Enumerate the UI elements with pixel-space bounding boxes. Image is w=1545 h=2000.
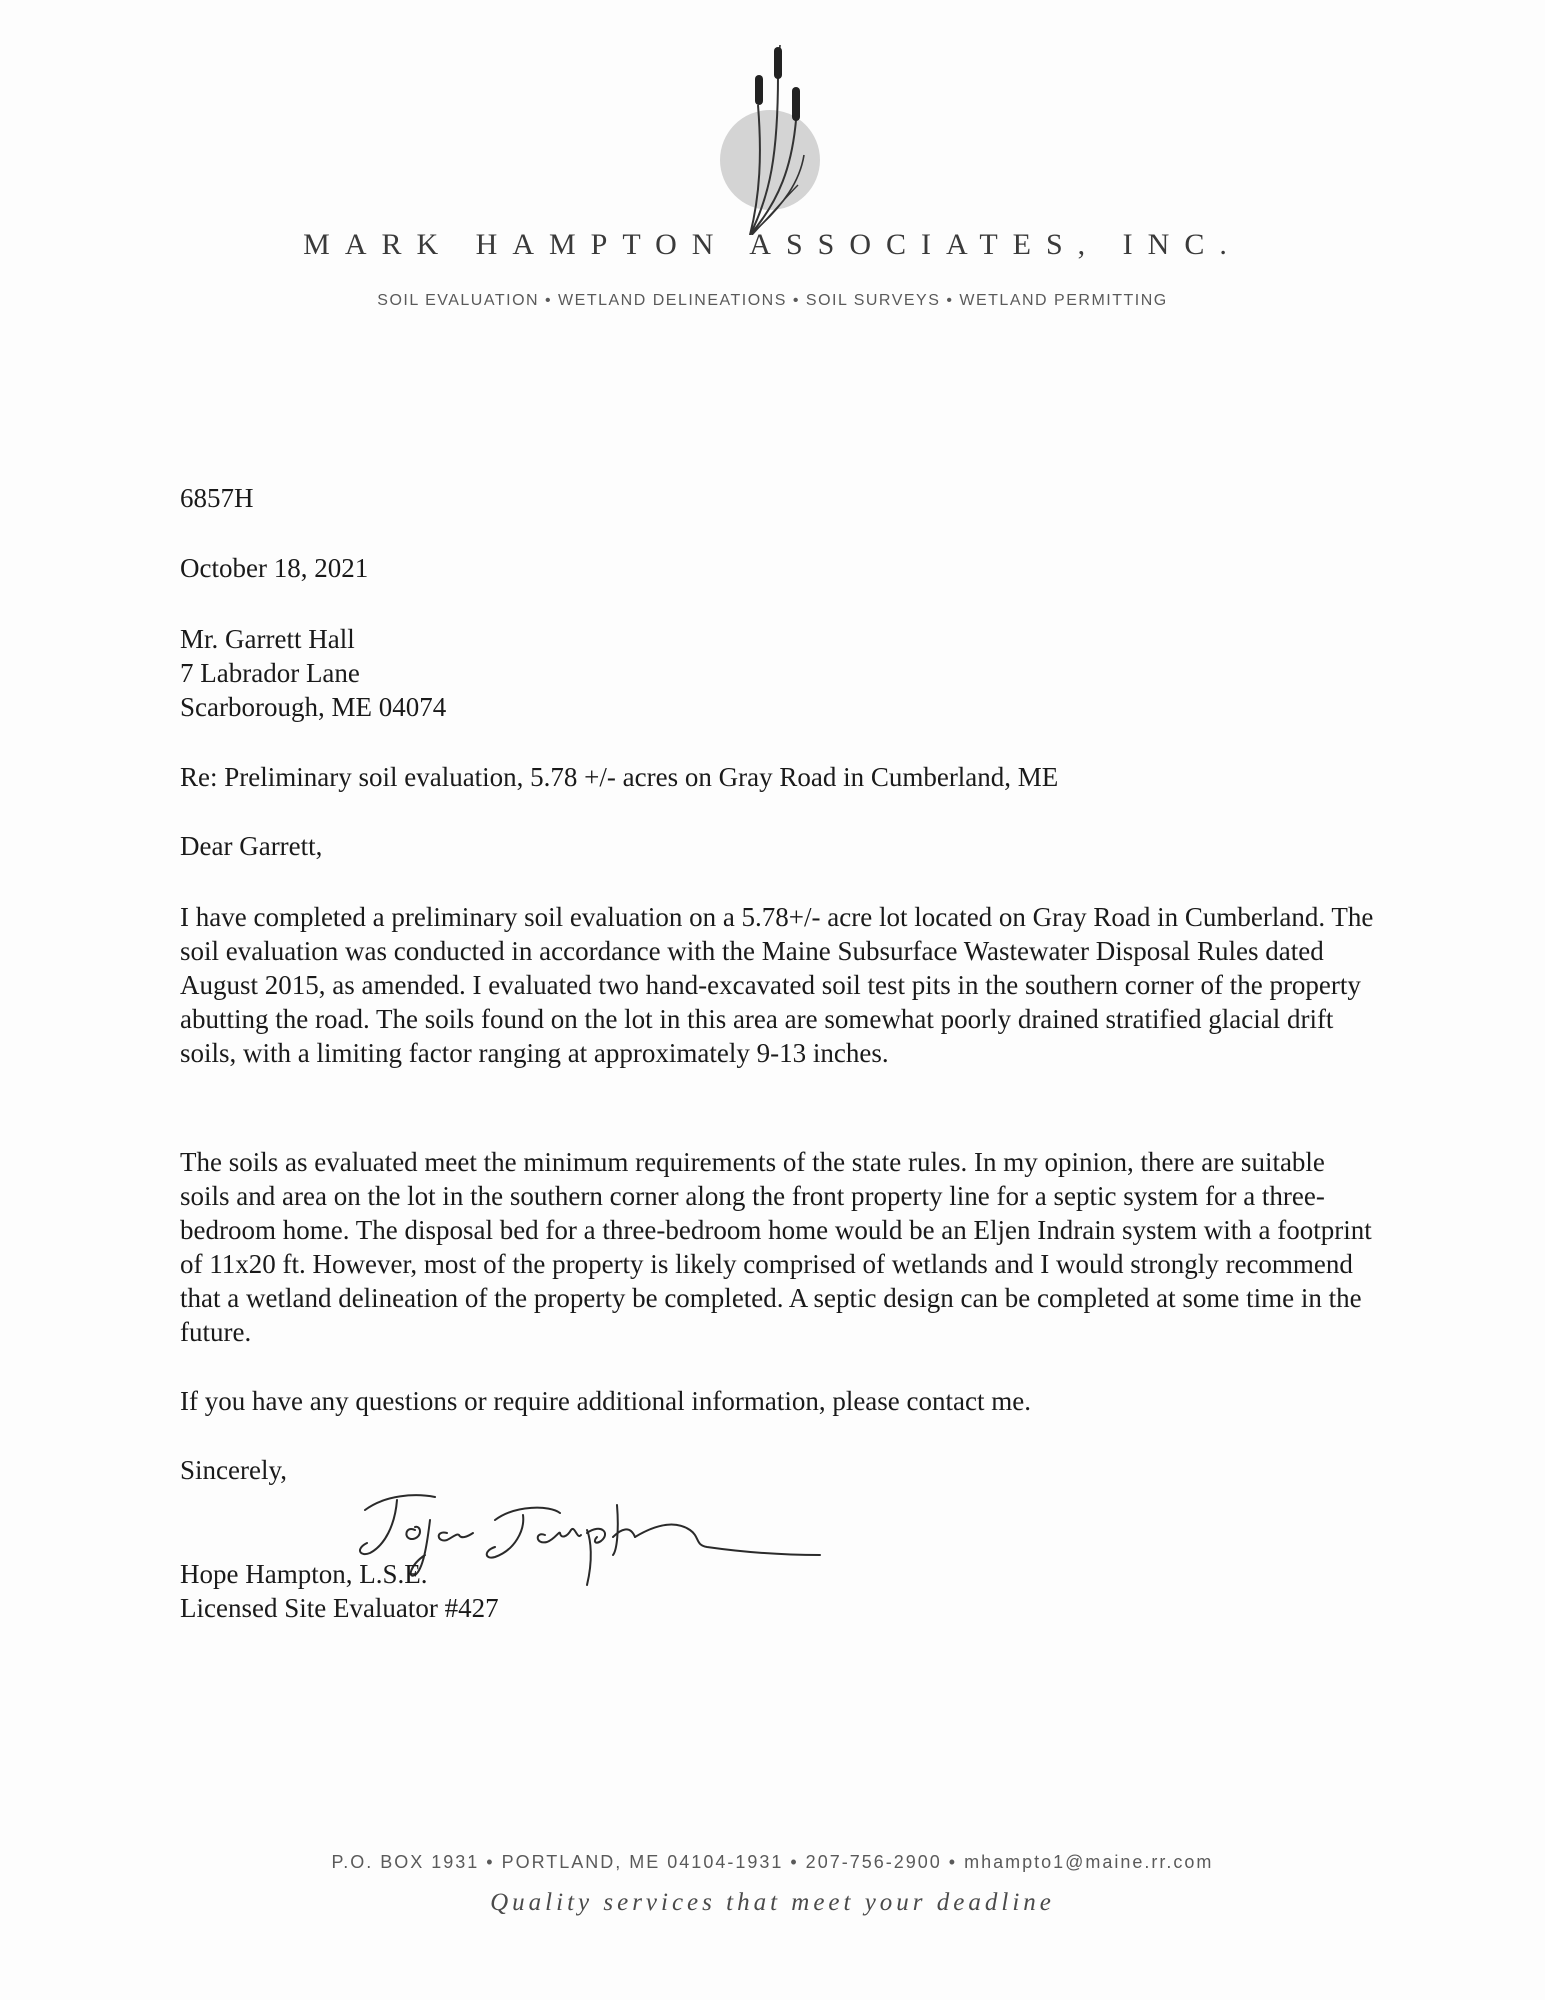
subject-line: Re: Preliminary soil evaluation, 5.78 +/- acres on Gray Road in Cumberland, ME bbox=[180, 762, 1059, 792]
recipient-street: 7 Labrador Lane bbox=[180, 658, 360, 688]
signer-title: Licensed Site Evaluator #427 bbox=[180, 1593, 499, 1623]
closing: Sincerely, bbox=[180, 1455, 287, 1485]
recipient-city: Scarborough, ME 04074 bbox=[180, 692, 447, 722]
body-paragraph: I have completed a preliminary soil evaluation on a 5.78+/- acre lot located on Gray Road in Cumberland. The soil evaluation was conducted in accordance with the Maine Subsurface Wastewater Disposal Rules dated August 2015, as amended. I evaluated two hand-excavated soil test pits in the southern corner of the property abutting the road. The soils found on the lot in this area are somewhat poorly drained stratified glacial drift soils, with a limiting factor ranging at approximately 9-13 inches. bbox=[180, 902, 1374, 1068]
services-tagline: SOIL EVALUATION • WETLAND DELINEATIONS • SOIL SURVEYS • WETLAND PERMITTING bbox=[377, 292, 1168, 309]
signature-block bbox=[180, 1557, 499, 1625]
recipient-name: Mr. Garrett Hall bbox=[180, 624, 355, 654]
body-paragraph: The soils as evaluated meet the minimum requirements of the state rules. In my opinion, there are suitable soils and area on the lot in the southern corner along the front property line for a septic system for a three-bedroom home. The disposal bed for a three-bedroom home would be an Eljen Indrain system with a footprint of 11x20 ft. However, most of the property is likely comprised of wetlands and I would strongly recommend that a wetland delineation of the property be completed. A septic design can be completed at some time in the future. bbox=[180, 1147, 1372, 1347]
cattail-logo-icon bbox=[700, 45, 860, 235]
reference-number: 6857H bbox=[180, 483, 254, 513]
recipient-address bbox=[180, 622, 446, 724]
body-paragraph: If you have any questions or require additional information, please contact me. bbox=[180, 1386, 1031, 1416]
footer-tagline: Quality services that meet your deadline bbox=[490, 1889, 1055, 1916]
company-name: MARK HAMPTON ASSOCIATES, INC. bbox=[303, 228, 1242, 261]
footer-contact: P.O. BOX 1931 • PORTLAND, ME 04104-1931 • 207-756-2900 • mhampto1@maine.rr.com bbox=[331, 1852, 1214, 1872]
salutation: Dear Garrett, bbox=[180, 831, 323, 861]
letter-date: October 18, 2021 bbox=[180, 553, 369, 583]
signer-name: Hope Hampton, L.S.E. bbox=[180, 1559, 428, 1589]
